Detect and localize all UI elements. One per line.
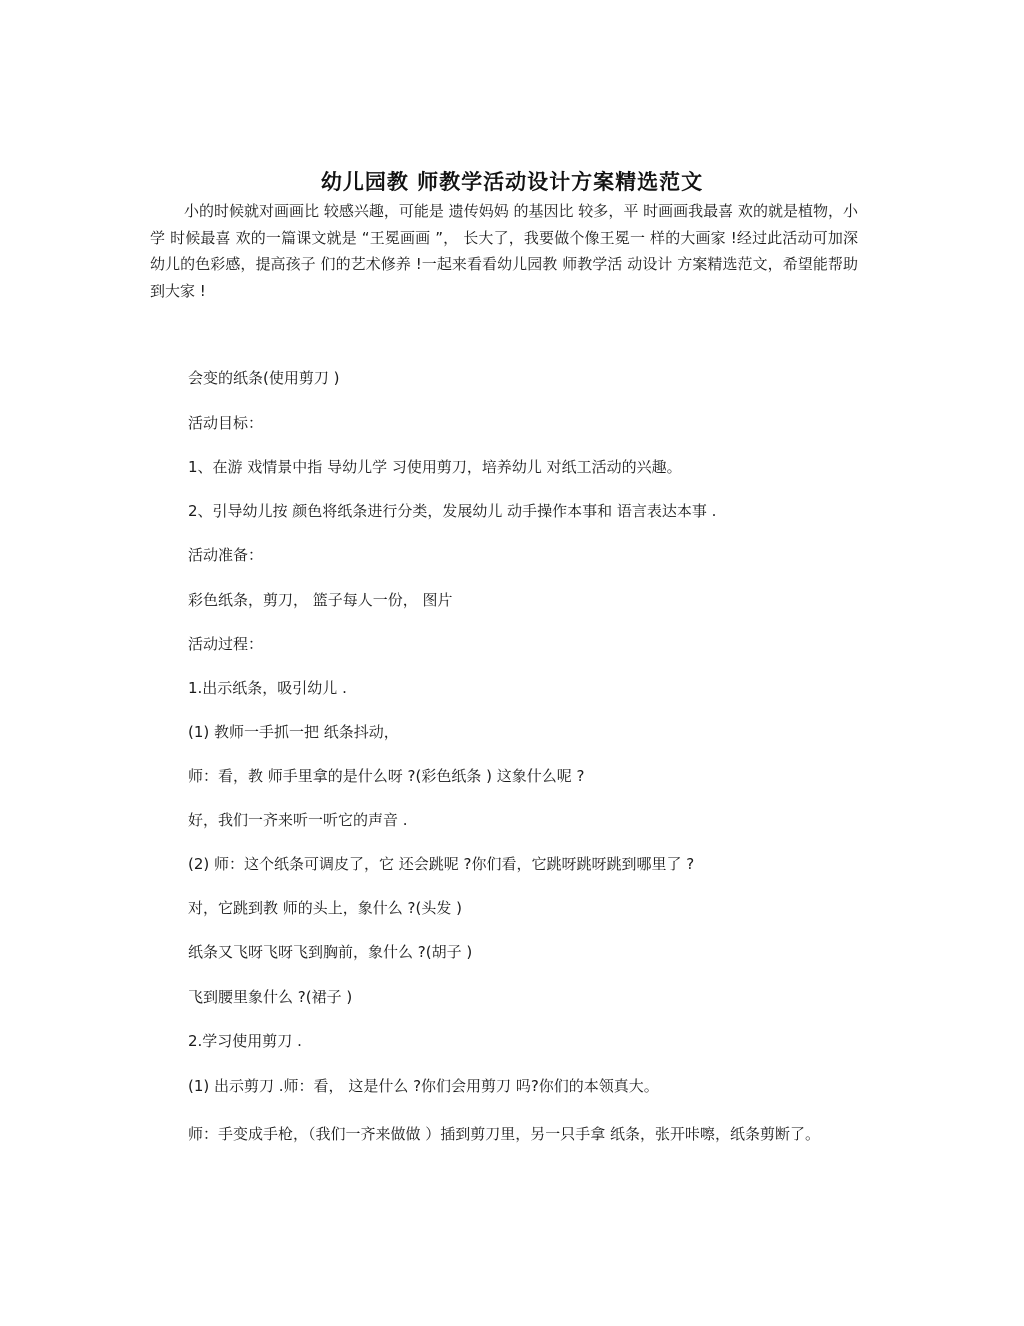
process-line: 师：看，教 师手里拿的是什么呀 ?(彩色纸条 ) 这象什么呢 ?	[188, 767, 585, 785]
section-heading: 会变的纸条(使用剪刀 )	[188, 369, 340, 387]
process-line: 好，我们一齐来听一听它的声音 .	[188, 811, 408, 829]
process-step-1: 1.出示纸条，吸引幼儿 .	[188, 679, 347, 697]
process-line: 飞到腰里象什么 ?(裙子 )	[188, 988, 353, 1006]
process-line: 对，它跳到教 师的头上，象什么 ?(头发 )	[188, 899, 462, 917]
process-step-2: 2.学习使用剪刀 .	[188, 1032, 302, 1050]
goal-item-2: 2、引导幼儿按 颜色将纸条进行分类，发展幼儿 动手操作本事和 语言表达本事 .	[188, 502, 717, 520]
process-heading: 活动过程：	[188, 635, 264, 653]
process-line: (1) 出示剪刀 .师：看， 这是什么 ?你们会用剪刀 吗?你们的本领真大。	[188, 1077, 659, 1095]
goals-heading: 活动目标：	[188, 414, 264, 432]
goal-item-1: 1、在游 戏情景中指 导幼儿学 习使用剪刀，培养幼儿 对纸工活动的兴趣。	[188, 458, 682, 476]
closing-paragraph: 师：手变成手枪，（我们一齐来做做 ）插到剪刀里，另一只手拿 纸条，张开咔嚓，纸条剪断了。	[188, 1125, 821, 1143]
document-title: 幼儿园教 师教学活动设计方案精选范文	[320, 169, 704, 194]
process-line: 纸条又飞呀飞呀飞到胸前，象什么 ?(胡子 )	[188, 943, 473, 961]
preparation-text: 彩色纸条，剪刀， 篮子每人一份， 图片	[188, 591, 453, 609]
process-line: (2) 师：这个纸条可调皮了，它 还会跳呢 ?你们看，它跳呀跳呀跳到哪里了 ?	[188, 855, 695, 873]
intro-paragraph: 小的时候就对画画比 较感兴趣，可能是 遗传妈妈 的基因比 较多，平 时画画我最喜 欢的就是植物，小学 时候最喜 欢的一篇课文就是 “王冕画画 ”， 长大了，我要做个像王冕一 样的大画家 !经过此活动可加深幼儿的色彩感，提高孩子 们的艺术修养 !一起来看看幼儿园教 师教学活 动设计 方案精选范文，希望能帮助到大家 !	[150, 202, 858, 300]
preparation-heading: 活动准备：	[188, 546, 264, 564]
process-line: (1) 教师一手抓一把 纸条抖动，	[188, 723, 399, 741]
